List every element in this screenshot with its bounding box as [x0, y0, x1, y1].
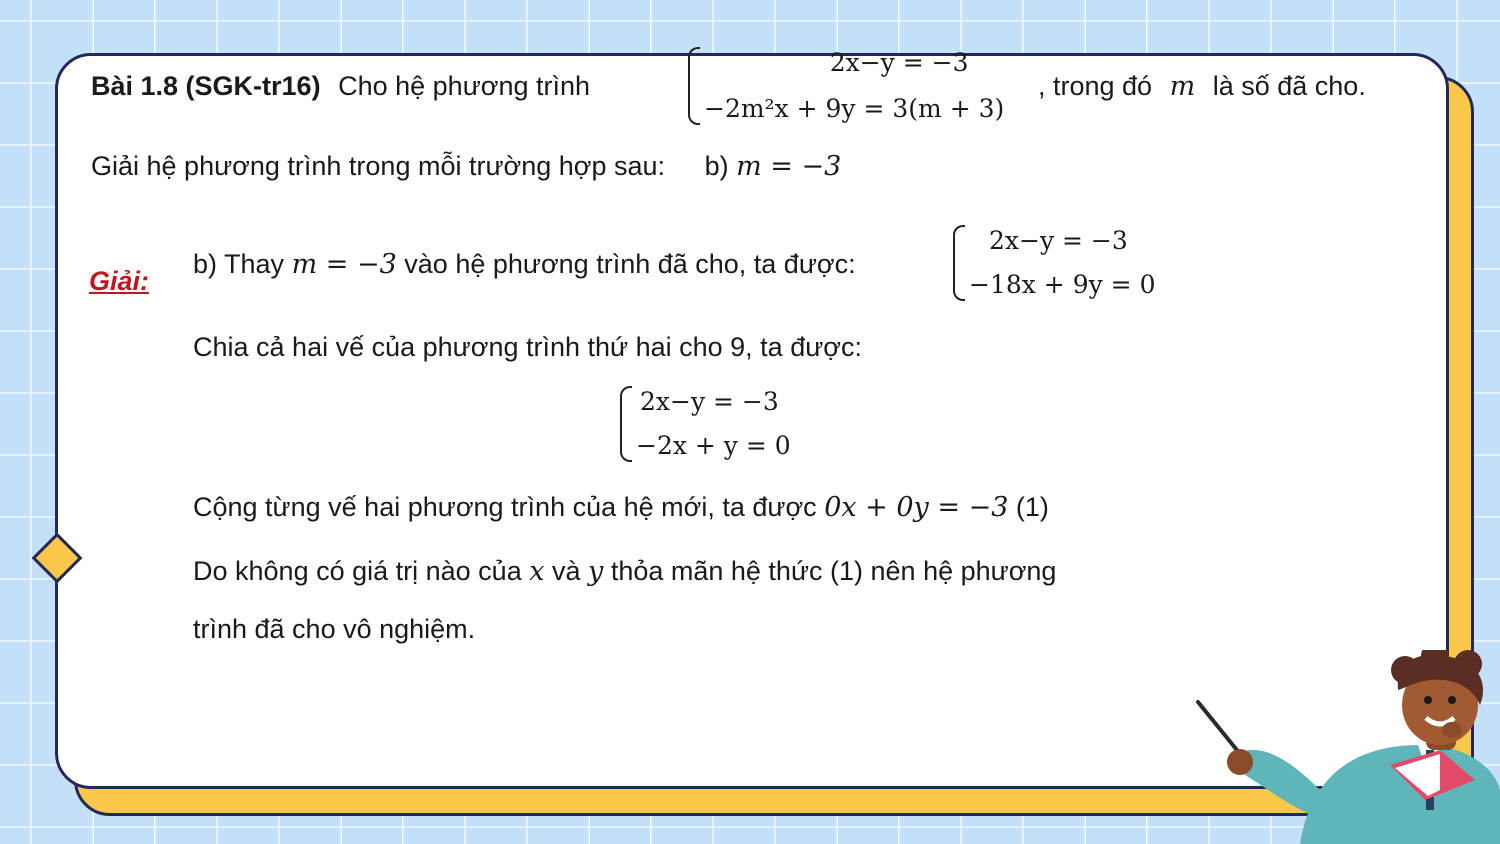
- step4-a: Do không có giá trị nào của: [193, 556, 522, 586]
- problem-eq-1: 2x−y = −3: [829, 48, 969, 77]
- problem-line2-text: Giải hệ phương trình trong mỗi trường hợp sau:: [91, 151, 666, 181]
- teacher-illustration: [1190, 650, 1500, 844]
- system2-eq-2: −2x + y = 0: [636, 430, 791, 460]
- system-1: [953, 225, 1155, 301]
- system1-eq-1: 2x−y = −3: [989, 226, 1128, 255]
- step1-suffix: vào hệ phương trình đã cho, ta được:: [404, 249, 856, 279]
- solution-step-1: [193, 251, 856, 278]
- solution-label: Giải:: [89, 266, 150, 296]
- problem-after: , trong đó: [1038, 71, 1153, 101]
- problem-title: Bài 1.8 (SGK-tr16): [91, 71, 321, 101]
- solution-step-4-cont: trình đã cho vô nghiệm.: [193, 614, 476, 644]
- brace-icon: [620, 386, 632, 462]
- system2-eq-1: 2x−y = −3: [640, 387, 779, 416]
- solution-step-3: [193, 494, 1049, 521]
- problem-line-1-end: [1038, 73, 1366, 100]
- step3-suffix: (1): [1015, 492, 1049, 522]
- step3-prefix: Cộng từng vế hai phương trình của hệ mới, ta được: [193, 492, 817, 522]
- problem-line-1: [91, 73, 590, 100]
- solution-step-4: [193, 558, 1056, 585]
- problem-eq-2: −2m²x + 9y = 3(m + 3): [704, 93, 1005, 123]
- step3-math: 0x + 0y = −3: [824, 492, 1009, 523]
- case-b-math: m = −3: [736, 151, 842, 182]
- step4-b: thỏa mãn hệ thức (1) nên hệ phương: [610, 556, 1057, 586]
- problem-line-2: [91, 153, 841, 180]
- step1-math: m = −3: [291, 249, 397, 280]
- problem-system: [688, 47, 1004, 125]
- problem-intro: Cho hệ phương trình: [338, 71, 591, 101]
- solution-step-2: Chia cả hai vế của phương trình thứ hai cho 9, ta được:: [193, 332, 863, 362]
- step4-x: x: [529, 556, 545, 587]
- step1-prefix: b) Thay: [193, 249, 285, 279]
- brace-icon: [953, 225, 965, 301]
- var-m: m: [1169, 71, 1196, 102]
- step4-y: y: [588, 556, 604, 587]
- system1-eq-2: −18x + 9y = 0: [969, 269, 1156, 299]
- case-b-label: b): [704, 151, 729, 181]
- problem-after2: là số đã cho.: [1212, 71, 1366, 101]
- step4-and: và: [551, 556, 581, 586]
- brace-icon: [688, 47, 700, 125]
- system-2: [620, 386, 791, 462]
